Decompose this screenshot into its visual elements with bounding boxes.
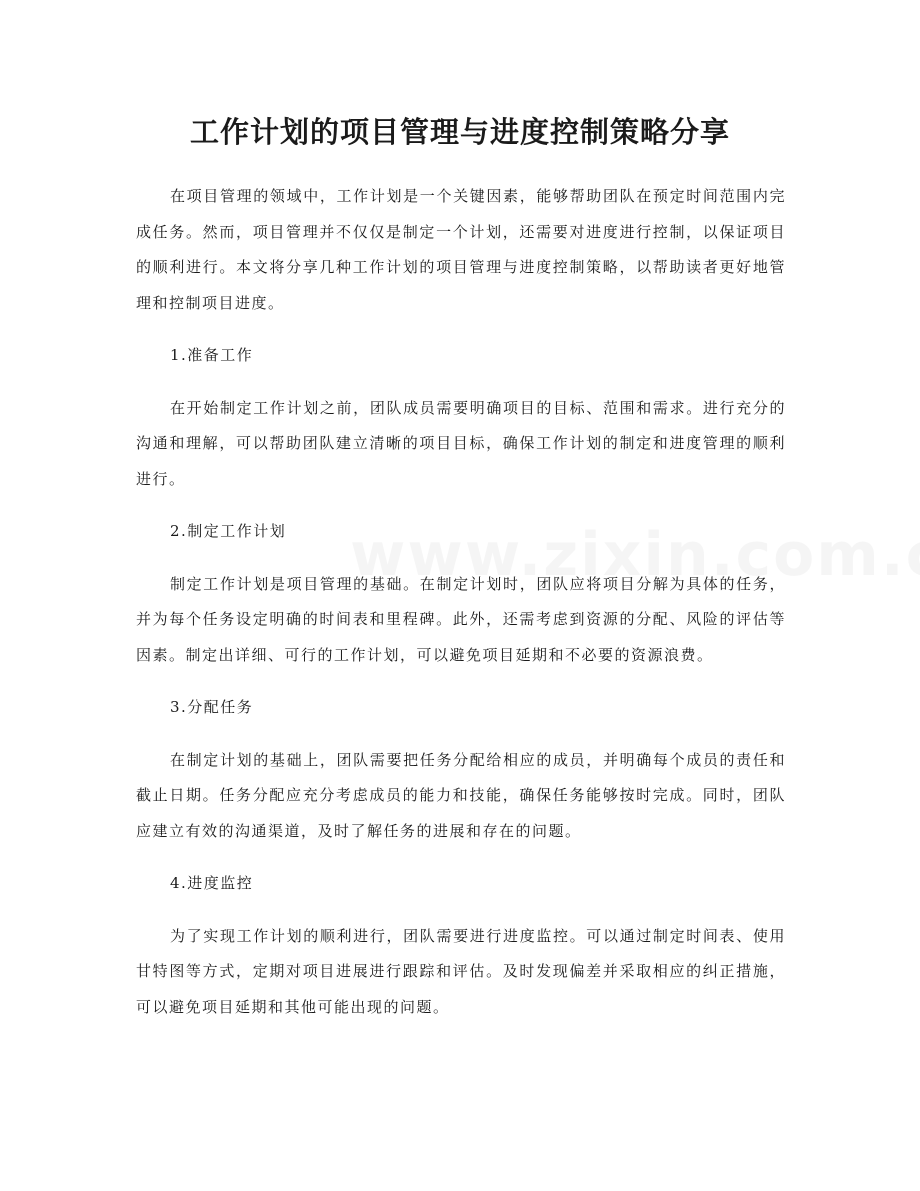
section-heading-1: 1.准备工作 <box>170 346 254 364</box>
section-paragraph-2: 制定工作计划是项目管理的基础。在制定计划时，团队应将项目分解为具体的任务，并为每个任务设定明确的时间表和里程碑。此外，还需考虑到资源的分配、风险的评估等因素。制定出详细、可行的工作计划，可以避免项目延期和不必要的资源浪费。 <box>136 574 786 664</box>
section-heading-2: 2.制定工作计划 <box>170 522 287 540</box>
section-paragraph-1: 在开始制定工作计划之前，团队成员需要明确项目的目标、范围和需求。进行充分的沟通和理解，可以帮助团队建立清晰的项目目标，确保工作计划的制定和进度管理的顺利进行。 <box>136 398 786 488</box>
section-heading-3: 3.分配任务 <box>170 698 254 716</box>
section-paragraph-4: 为了实现工作计划的顺利进行，团队需要进行进度监控。可以通过制定时间表、使用甘特图等方式，定期对项目进展进行跟踪和评估。及时发现偏差并采取相应的纠正措施，可以避免项目延期和其他可能出现的问题。 <box>136 926 786 1016</box>
intro-paragraph: 在项目管理的领域中，工作计划是一个关键因素，能够帮助团队在预定时间范围内完成任务。然而，项目管理并不仅仅是制定一个计划，还需要对进度进行控制，以保证项目的顺利进行。本文将分享几种工作计划的项目管理与进度控制策略，以帮助读者更好地管理和控制项目进度。 <box>136 187 786 312</box>
page-title: 工作计划的项目管理与进度控制策略分享 <box>189 115 730 149</box>
section-heading-4: 4.进度监控 <box>170 874 254 892</box>
section-paragraph-3: 在制定计划的基础上，团队需要把任务分配给相应的成员，并明确每个成员的责任和截止日期。任务分配应充分考虑成员的能力和技能，确保任务能够按时完成。同时，团队应建立有效的沟通渠道，及时了解任务的进展和存在的问题。 <box>136 750 786 840</box>
document-body <box>136 179 786 1042</box>
